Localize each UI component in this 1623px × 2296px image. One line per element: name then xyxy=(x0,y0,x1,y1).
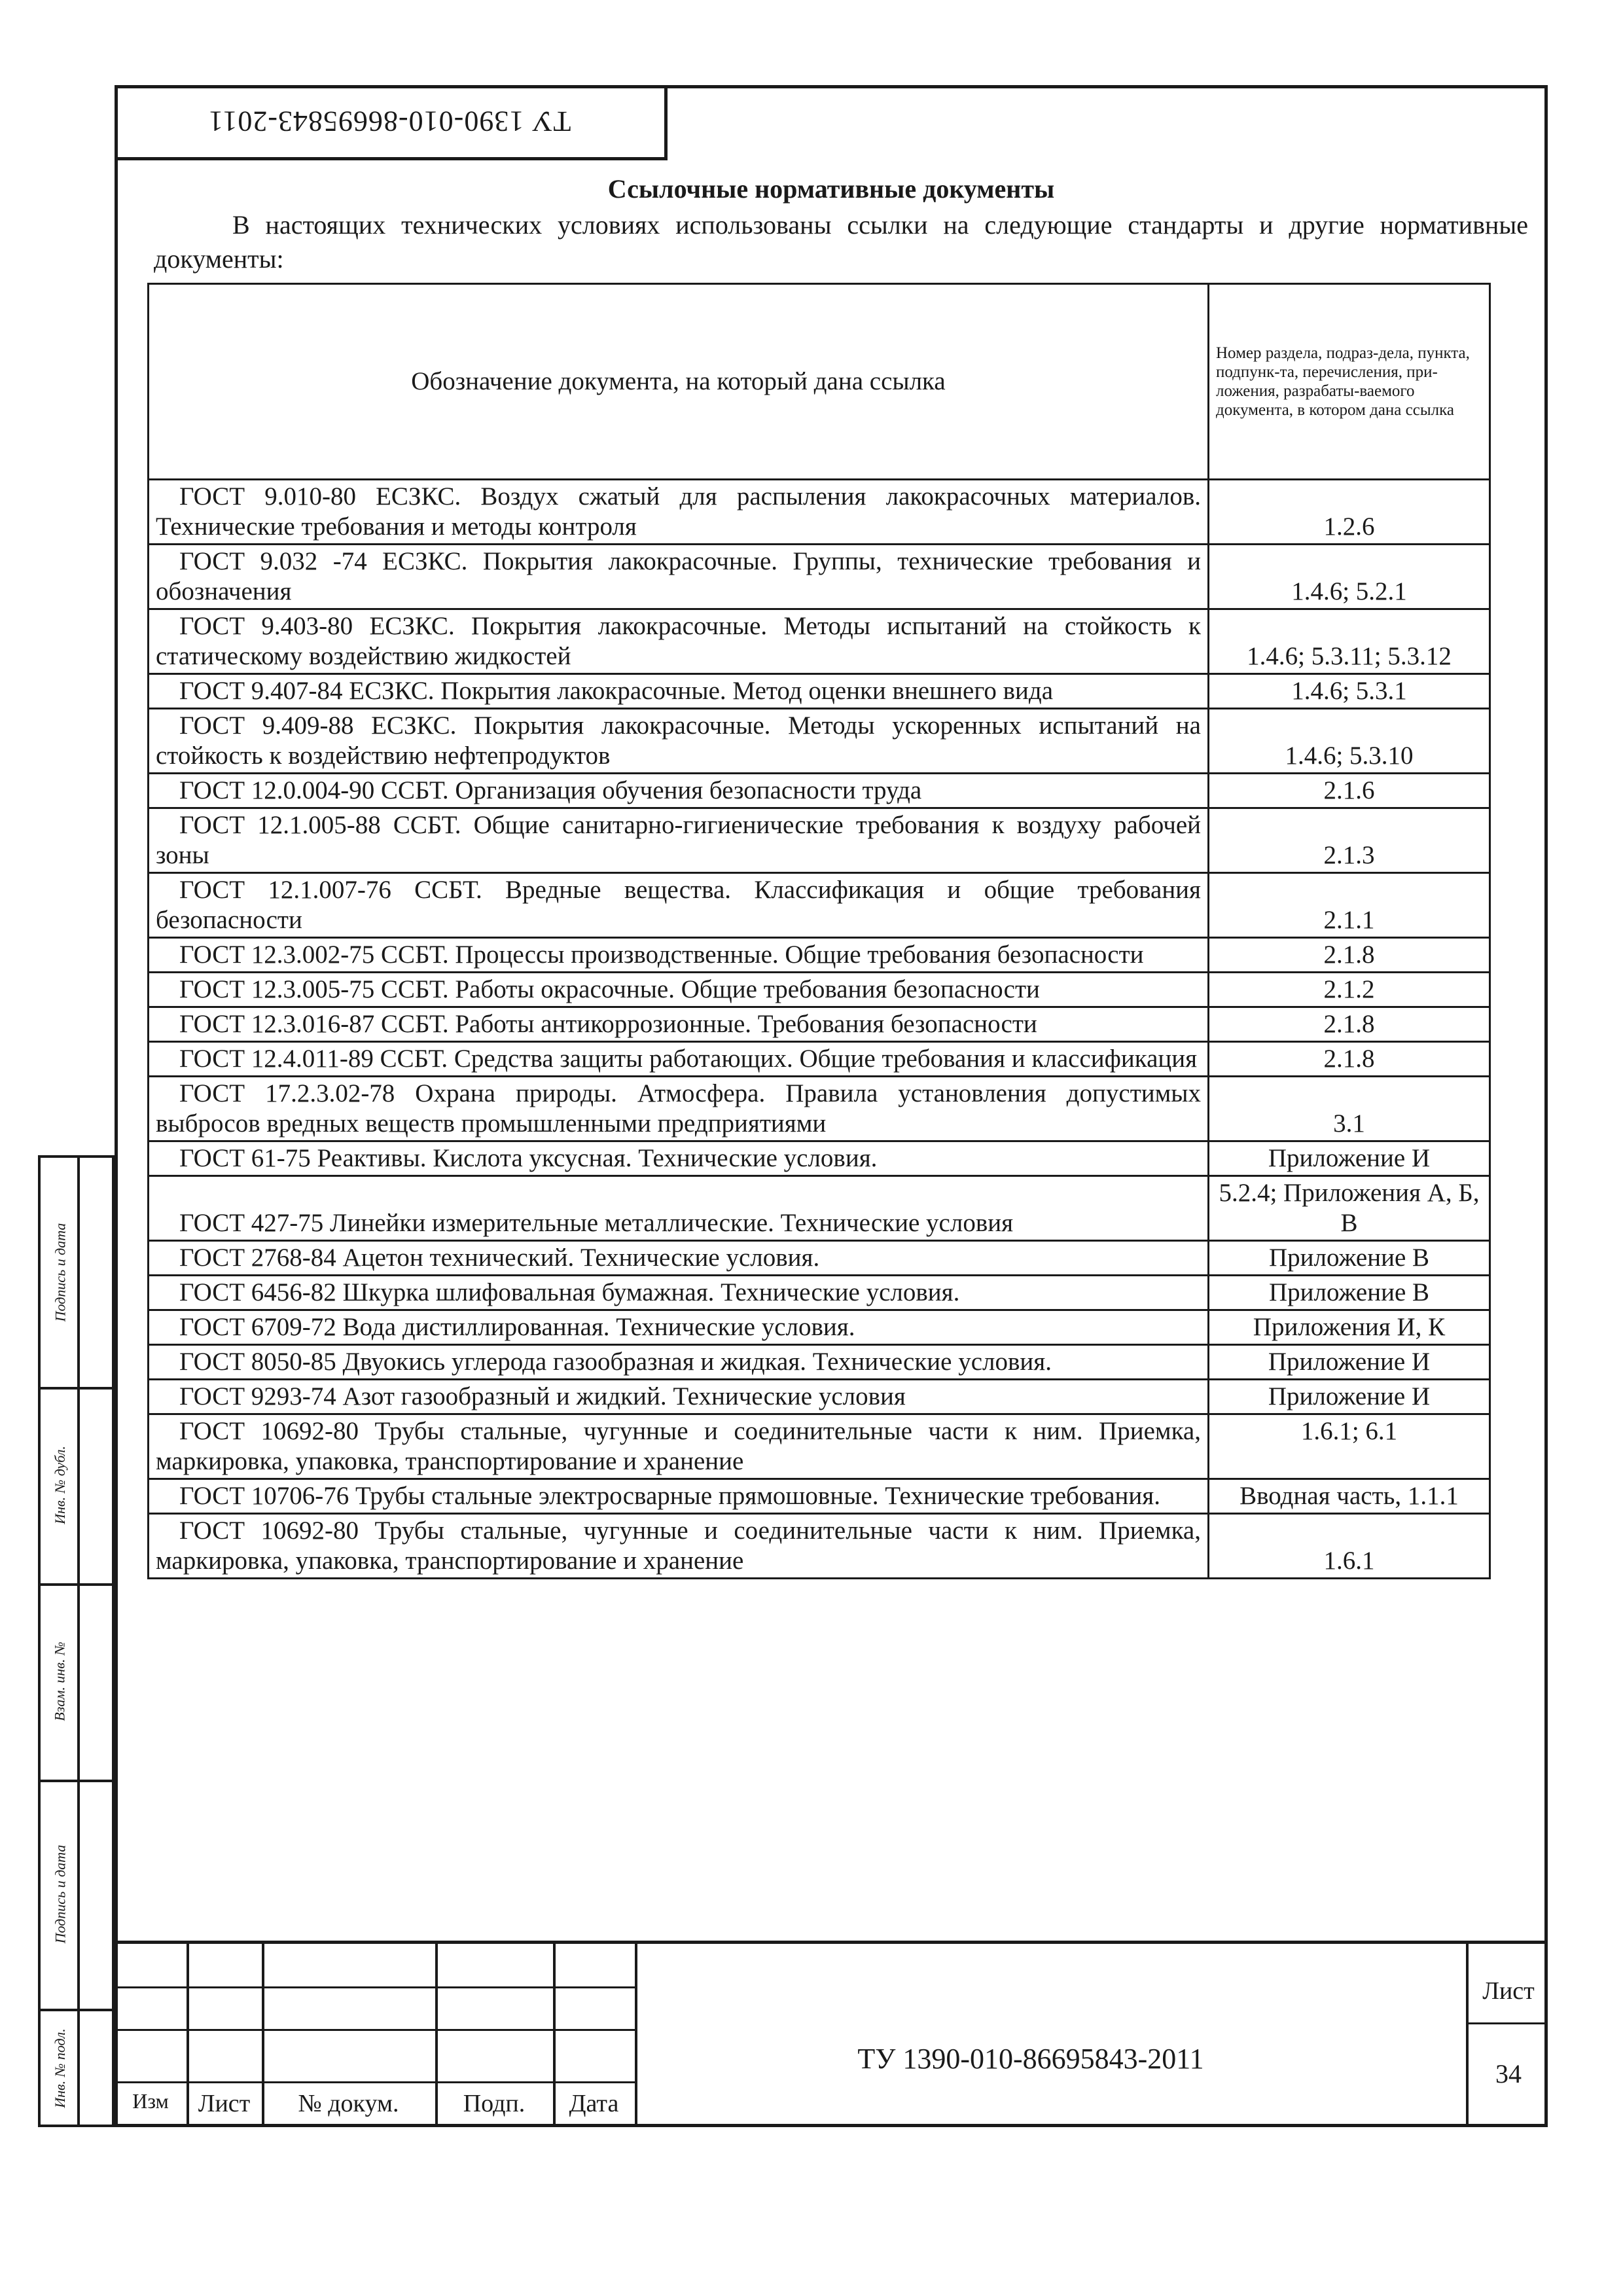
sheet-label: Лист xyxy=(1482,1977,1535,2005)
reference-doc-cell: ГОСТ 12.4.011-89 ССБТ. Средства защиты работающих. Общие требования и классификация xyxy=(149,1042,1209,1077)
table-row xyxy=(149,873,1490,938)
reference-section-cell: 2.1.3 xyxy=(1209,808,1490,873)
table-header-row xyxy=(149,284,1490,480)
table-row xyxy=(149,709,1490,774)
table-row xyxy=(149,480,1490,545)
side-stamp-lower xyxy=(38,1155,115,2127)
reference-doc-cell: ГОСТ 12.0.004-90 ССБТ. Организация обучения безопасности труда xyxy=(149,774,1209,808)
side-label-1: Подпись и дата xyxy=(52,1223,69,1322)
table-row xyxy=(149,1141,1490,1176)
reference-section-cell: 1.6.1 xyxy=(1209,1514,1490,1579)
reference-section-cell: 1.4.6; 5.3.10 xyxy=(1209,709,1490,774)
reference-doc-cell: ГОСТ 12.3.002-75 ССБТ. Процессы производственные. Общие требования безопасности xyxy=(149,938,1209,973)
header-doc-cell: Обозначение документа, на который дана ссылка xyxy=(149,284,1209,480)
header-section-cell: Номер раздела, подраз-дела, пункта, подпунк-та, перечисления, при-ложения, разрабаты-ваемого документа, в котором дана ссылка xyxy=(1209,284,1490,480)
reference-section-cell: 1.4.6; 5.3.11; 5.3.12 xyxy=(1209,609,1490,674)
reference-doc-cell: ГОСТ 8050-85 Двуокись углерода газообразная и жидкая. Технические условия. xyxy=(149,1345,1209,1380)
reference-doc-cell: ГОСТ 12.3.016-87 ССБТ. Работы антикоррозионные. Требования безопасности xyxy=(149,1007,1209,1042)
table-row xyxy=(149,1007,1490,1042)
reference-section-cell: 2.1.8 xyxy=(1209,1007,1490,1042)
reference-section-cell: 2.1.6 xyxy=(1209,774,1490,808)
table-row xyxy=(149,1345,1490,1380)
reference-doc-cell: ГОСТ 9.032 -74 ЕСЗКС. Покрытия лакокрасочные. Группы, технические требования и обозначения xyxy=(149,545,1209,609)
table-row xyxy=(149,545,1490,609)
reference-doc-cell: ГОСТ 10692-80 Трубы стальные, чугунные и соединительные части к ним. Приемка, маркировка, упаковка, транспортирование и хранение xyxy=(149,1514,1209,1579)
intro-paragraph: В настоящих технических условиях использованы ссылки на следующие стандарты и другие нормативные документы: xyxy=(154,210,1528,274)
table-row xyxy=(149,1077,1490,1141)
table-row xyxy=(149,1380,1490,1414)
reference-section-cell: 3.1 xyxy=(1209,1077,1490,1141)
reference-doc-cell: ГОСТ 12.1.007-76 ССБТ. Вредные вещества. Классификация и общие требования безопасности xyxy=(149,873,1209,938)
reference-doc-cell: ГОСТ 12.3.005-75 ССБТ. Работы окрасочные. Общие требования безопасности xyxy=(149,973,1209,1007)
table-row xyxy=(149,1414,1490,1479)
title-block-code: ТУ 1390-010-86695843-2011 xyxy=(857,2043,1204,2075)
side-label-3: Взам. инв. № xyxy=(52,1641,68,1721)
reference-section-cell: Приложение В xyxy=(1209,1241,1490,1276)
table-row xyxy=(149,973,1490,1007)
sheet-number: 34 xyxy=(1495,2059,1522,2089)
side-label-4: Подпись и дата xyxy=(52,1844,69,1944)
title-block xyxy=(115,1941,1548,2127)
page-title: Ссылочные нормативные документы xyxy=(607,174,1055,204)
reference-section-cell: Вводная часть, 1.1.1 xyxy=(1209,1479,1490,1514)
header-code: ТУ 1390-010-86695843-2011 xyxy=(207,105,571,137)
header-code-box xyxy=(115,85,668,160)
reference-doc-cell: ГОСТ 12.1.005-88 ССБТ. Общие санитарно-гигиенические требования к воздуху рабочей зоны xyxy=(149,808,1209,873)
reference-section-cell: Приложение И xyxy=(1209,1380,1490,1414)
table-row xyxy=(149,609,1490,674)
reference-doc-cell: ГОСТ 9.010-80 ЕСЗКС. Воздух сжатый для распыления лакокрасочных материалов. Технические требования и методы контроля xyxy=(149,480,1209,545)
table-row xyxy=(149,1241,1490,1276)
table-row xyxy=(149,1310,1490,1345)
reference-section-cell: 2.1.8 xyxy=(1209,1042,1490,1077)
table-row xyxy=(149,1276,1490,1310)
reference-section-cell: 1.4.6; 5.2.1 xyxy=(1209,545,1490,609)
table-row xyxy=(149,774,1490,808)
col-label-izm: Изм xyxy=(132,2089,169,2113)
col-label-signature: Подп. xyxy=(463,2090,526,2117)
table-row xyxy=(149,808,1490,873)
reference-section-cell: Приложение В xyxy=(1209,1276,1490,1310)
reference-doc-cell: ГОСТ 9293-74 Азот газообразный и жидкий. Технические условия xyxy=(149,1380,1209,1414)
reference-section-cell: Приложение И xyxy=(1209,1345,1490,1380)
col-label-list: Лист xyxy=(198,2090,251,2117)
reference-doc-cell: ГОСТ 427-75 Линейки измерительные металлические. Технические условия xyxy=(149,1176,1209,1241)
reference-doc-cell: ГОСТ 2768-84 Ацетон технический. Технические условия. xyxy=(149,1241,1209,1276)
col-label-date: Дата xyxy=(569,2090,619,2117)
reference-section-cell: Приложение И xyxy=(1209,1141,1490,1176)
table-row xyxy=(149,674,1490,709)
reference-doc-cell: ГОСТ 6456-82 Шкурка шлифовальная бумажная. Технические условия. xyxy=(149,1276,1209,1310)
reference-doc-cell: ГОСТ 61-75 Реактивы. Кислота уксусная. Технические условия. xyxy=(149,1141,1209,1176)
table-row xyxy=(149,1479,1490,1514)
reference-section-cell: 2.1.8 xyxy=(1209,938,1490,973)
reference-doc-cell: ГОСТ 10692-80 Трубы стальные, чугунные и соединительные части к ним. Приемка, маркировка, упаковка, транспортирование и хранение xyxy=(149,1414,1209,1479)
reference-section-cell: 2.1.1 xyxy=(1209,873,1490,938)
reference-doc-cell: ГОСТ 10706-76 Трубы стальные электросварные прямошовные. Технические требования. xyxy=(149,1479,1209,1514)
reference-section-cell: 2.1.2 xyxy=(1209,973,1490,1007)
reference-doc-cell: ГОСТ 6709-72 Вода дистиллированная. Технические условия. xyxy=(149,1310,1209,1345)
side-label-5: Инв. № подл. xyxy=(52,2028,68,2108)
reference-section-cell: 1.6.1; 6.1 xyxy=(1209,1414,1490,1479)
reference-doc-cell: ГОСТ 17.2.3.02-78 Охрана природы. Атмосфера. Правила установления допустимых выбросов вредных веществ промышленными предприятиями xyxy=(149,1077,1209,1141)
reference-section-cell: 5.2.4; Приложения А, Б, В xyxy=(1209,1176,1490,1241)
references-table xyxy=(147,283,1491,1579)
table-row xyxy=(149,1176,1490,1241)
reference-doc-cell: ГОСТ 9.409-88 ЕСЗКС. Покрытия лакокрасочные. Методы ускоренных испытаний на стойкость к воздействию нефтепродуктов xyxy=(149,709,1209,774)
reference-doc-cell: ГОСТ 9.403-80 ЕСЗКС. Покрытия лакокрасочные. Методы испытаний на стойкость к статическому воздействию жидкостей xyxy=(149,609,1209,674)
table-row xyxy=(149,1514,1490,1579)
reference-doc-cell: ГОСТ 9.407-84 ЕСЗКС. Покрытия лакокрасочные. Метод оценки внешнего вида xyxy=(149,674,1209,709)
col-label-doc-number: № докум. xyxy=(298,2090,399,2117)
table-row xyxy=(149,1042,1490,1077)
reference-section-cell: 1.4.6; 5.3.1 xyxy=(1209,674,1490,709)
table-row xyxy=(149,938,1490,973)
side-label-2: Инв. № дубл. xyxy=(52,1446,68,1524)
reference-section-cell: 1.2.6 xyxy=(1209,480,1490,545)
reference-section-cell: Приложения И, К xyxy=(1209,1310,1490,1345)
